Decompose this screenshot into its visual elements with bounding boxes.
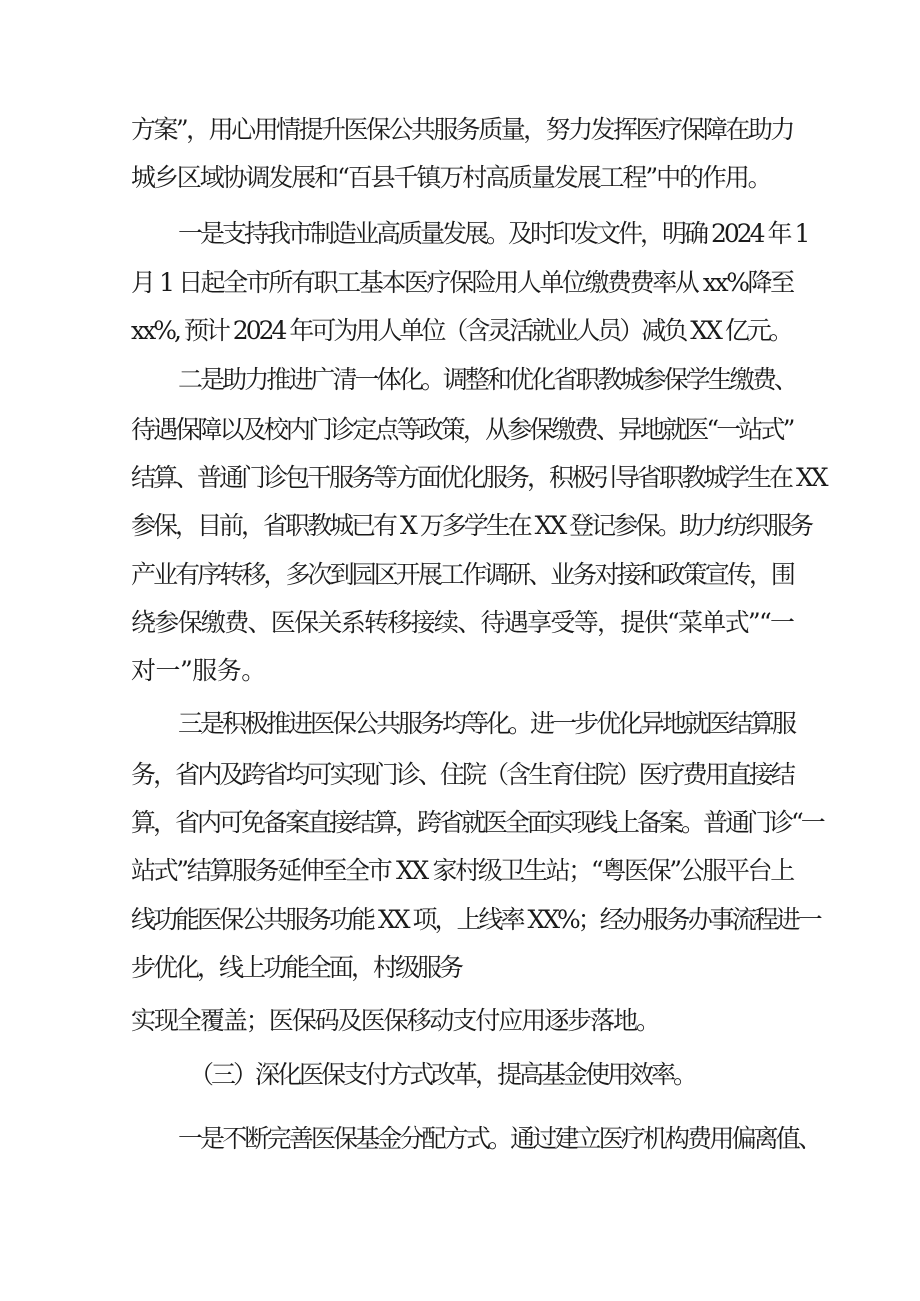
paragraph-line: 二是助力推进广清一体化。调整和优化省职教城参保学生缴费、 [178,365,797,394]
paragraph-line: 待遇保障以及校内门诊定点等政策，从参保缴费、异地就医“一站式” [131,415,793,444]
paragraph-line: 线功能医保公共服务功能 XX 项，上线率 XX%；经办服务办事流程进一 [131,905,820,934]
paragraph-line: 步优化，线上功能全面，村级服务 [131,953,462,982]
paragraph-line: 结算、普通门诊包干服务等方面优化服务，积极引导省职教城学生在 XX [131,463,826,492]
paragraph-line: 产业有序转移，多次到园区开展工作调研、业务对接和政策宣传，围 [131,560,794,589]
paragraph-line: 一是支持我市制造业高质量发展。及时印发文件，明确 2024 年 1 [178,219,808,248]
paragraph-line: 务，省内及跨省均可实现门诊、住院（含生育住院）医疗费用直接结 [131,760,794,789]
paragraph-line: 算，省内可免备案直接结算，跨省就医全面实现线上备案。普通门诊“一 [131,808,823,837]
section-heading: （三）深化医保支付方式改革，提高基金使用效率。 [189,1060,696,1089]
paragraph-line: 对一”服务。 [131,656,266,685]
paragraph-line: 参保，目前，省职教城已有 X 万多学生在 XX 登记参保。助力纺织服务 [131,511,812,540]
paragraph-line: 一是不断完善医保基金分配方式。通过建立医疗机构费用偏离值、 [178,1124,821,1153]
paragraph-line: 三是积极推进医保公共服务均等化。进一步优化异地就医结算服 [178,709,795,738]
paragraph-line: xx%, 预计 2024 年可为用人单位（含灵活就业人员）减负 XX 亿元。 [131,316,791,345]
paragraph-line: 实现全覆盖；医保码及医保移动支付应用逐步落地。 [131,1006,660,1035]
paragraph-line: 方案”，用心用情提升医保公共服务质量，努力发挥医疗保障在助力 [131,115,793,144]
paragraph-line: 城乡区域协调发展和“百县千镇万村高质量发展工程”中的作用。 [131,163,771,192]
paragraph-line: 绕参保缴费、医保关系转移接续、待遇享受等，提供“菜单式”“一 [131,608,794,637]
paragraph-line: 站式”结算服务延伸至全市 XX 家村级卫生站；“粤医保”公服平台上 [131,856,793,885]
paragraph-line: 月 1 日起全市所有职工基本医疗保险用人单位缴费费率从 xx%降至 [131,268,793,297]
